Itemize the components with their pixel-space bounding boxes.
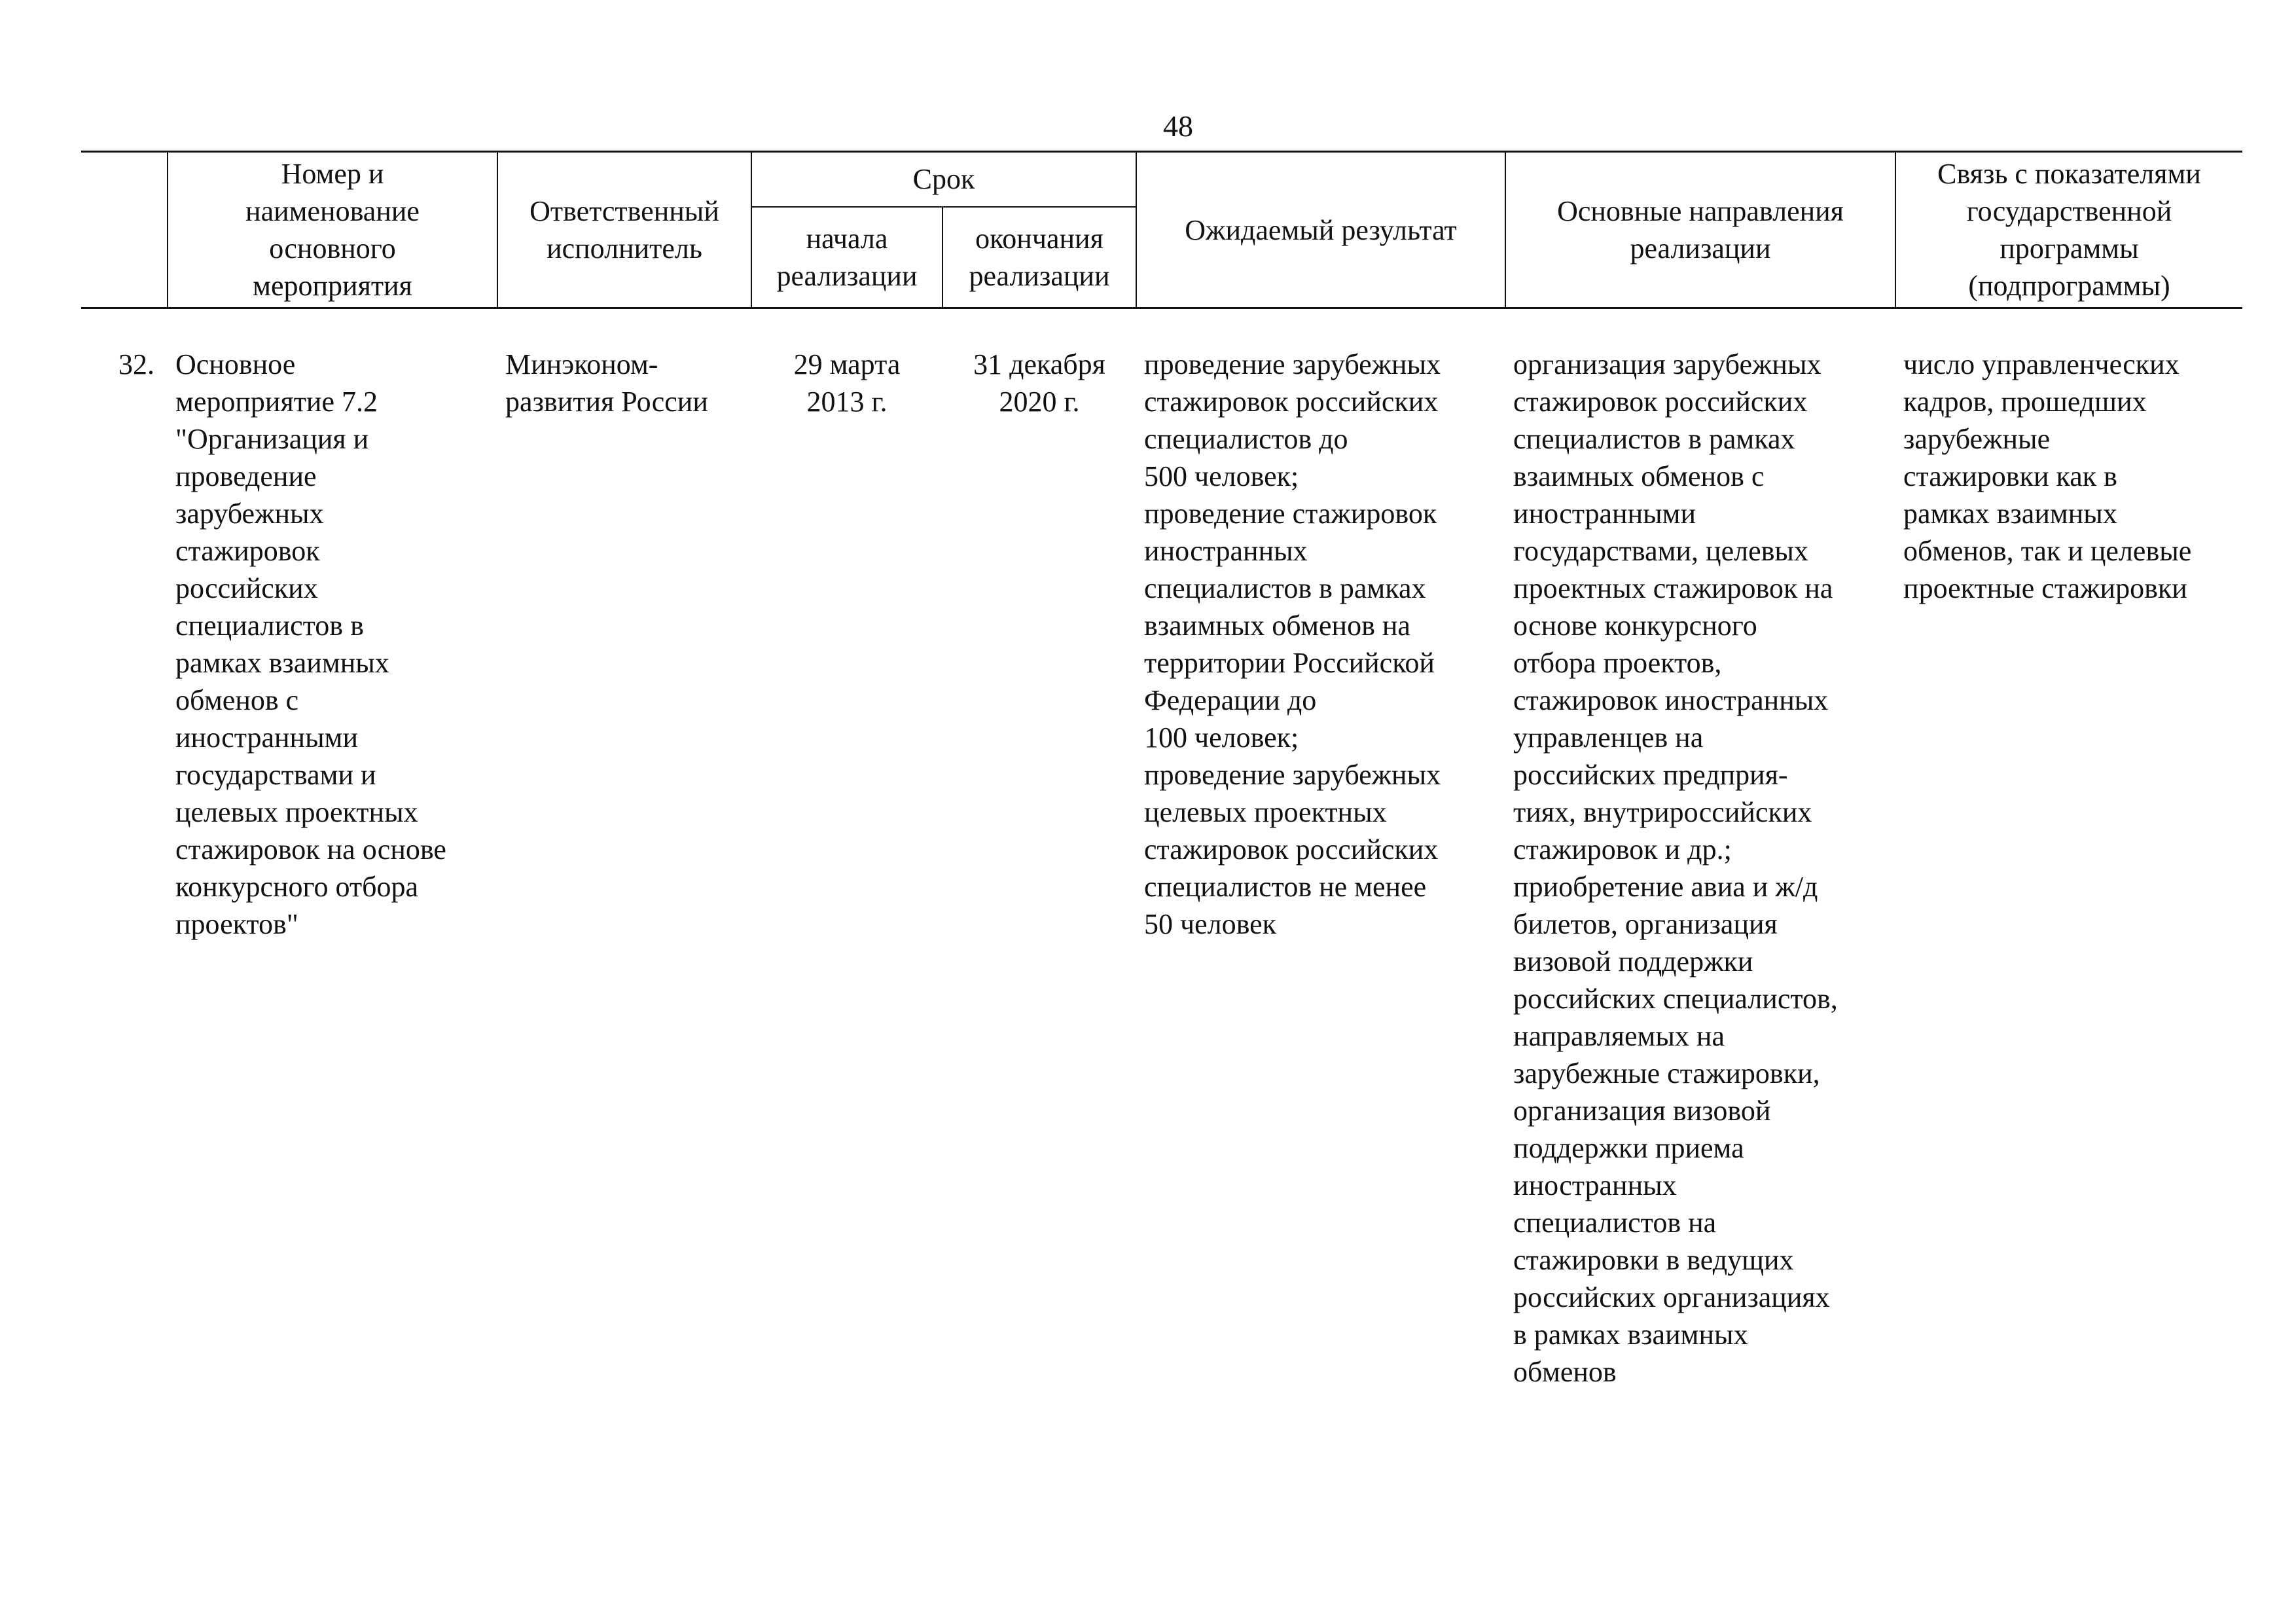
row-number: 32. <box>118 348 154 380</box>
row-start-date <box>751 346 942 1391</box>
row-activity-name-text: Основное мероприятие 7.2 "Организация и проведение зарубежных стажировок российских специалистов в рамках взаимных обменов с иностранными государствами и целевых проектных стажировок на основе конкурсного отбора проектов" <box>175 348 446 940</box>
row-expected-result <box>1136 346 1505 1391</box>
header-end-text: окончания реализации <box>969 222 1110 292</box>
header-result <box>1136 152 1505 308</box>
spacer-cell <box>81 308 2242 346</box>
row-directions-text: организация зарубежных стажировок российских специалистов в рамках взаимных обменов с иностранными государствами, целевых проектных стажировок на основе конкурсного отбора проектов, стажировок иностранных управленцев на российских предприя- тиях, внутрироссийских стажировок и др.; приобретение авиа и ж/д билетов, организация визовой поддержки российских специалистов, направляемых на зарубежные стажировки, организация визовой поддержки приема иностранных специалистов на стажировки в ведущих российских организациях в рамках взаимных обменов <box>1513 348 1838 1388</box>
header-executor-text: Ответственный исполнитель <box>529 195 719 264</box>
row-end-date <box>942 346 1136 1391</box>
row-executor-text: Минэконом- развития России <box>505 348 708 418</box>
table-spacer-row <box>81 308 2242 346</box>
header-executor <box>497 152 751 308</box>
header-index <box>81 152 168 308</box>
row-indicators <box>1895 346 2242 1391</box>
header-indicators <box>1895 152 2242 308</box>
row-expected-result-text: проведение зарубежных стажировок российских специалистов до 500 человек; проведение стажировок иностранных специалистов в рамках взаимных обменов на территории Российской Федерации до 100 человек; проведение зарубежных целевых проектных стажировок российских специалистов не менее 50 человек <box>1144 348 1441 940</box>
header-result-text: Ожидаемый результат <box>1185 213 1457 246</box>
table-row <box>81 346 2242 1391</box>
header-start <box>751 207 942 308</box>
header-directions-text: Основные направления реализации <box>1557 195 1844 264</box>
header-number-name-text: Номер и наименование основного мероприятия <box>245 158 420 302</box>
row-directions <box>1505 346 1895 1391</box>
row-executor <box>497 346 751 1391</box>
header-indicators-text: Связь с показателями государственной программы (подпрограммы) <box>1937 158 2201 302</box>
header-start-text: начала реализации <box>776 222 918 292</box>
row-activity-name <box>168 346 497 1391</box>
header-end <box>942 207 1136 308</box>
header-directions <box>1505 152 1895 308</box>
row-indicators-text: число управленческих кадров, прошедших зарубежные стажировки как в рамках взаимных обменов, так и целевые проектные стажировки <box>1903 348 2192 604</box>
page-number: 48 <box>1163 109 1193 143</box>
row-end-date-text: 31 декабря 2020 г. <box>973 348 1105 418</box>
row-start-date-text: 29 марта 2013 г. <box>793 348 901 418</box>
header-term-group: Срок <box>751 152 1136 207</box>
header-number-name <box>168 152 497 308</box>
activities-table <box>81 151 2242 1391</box>
